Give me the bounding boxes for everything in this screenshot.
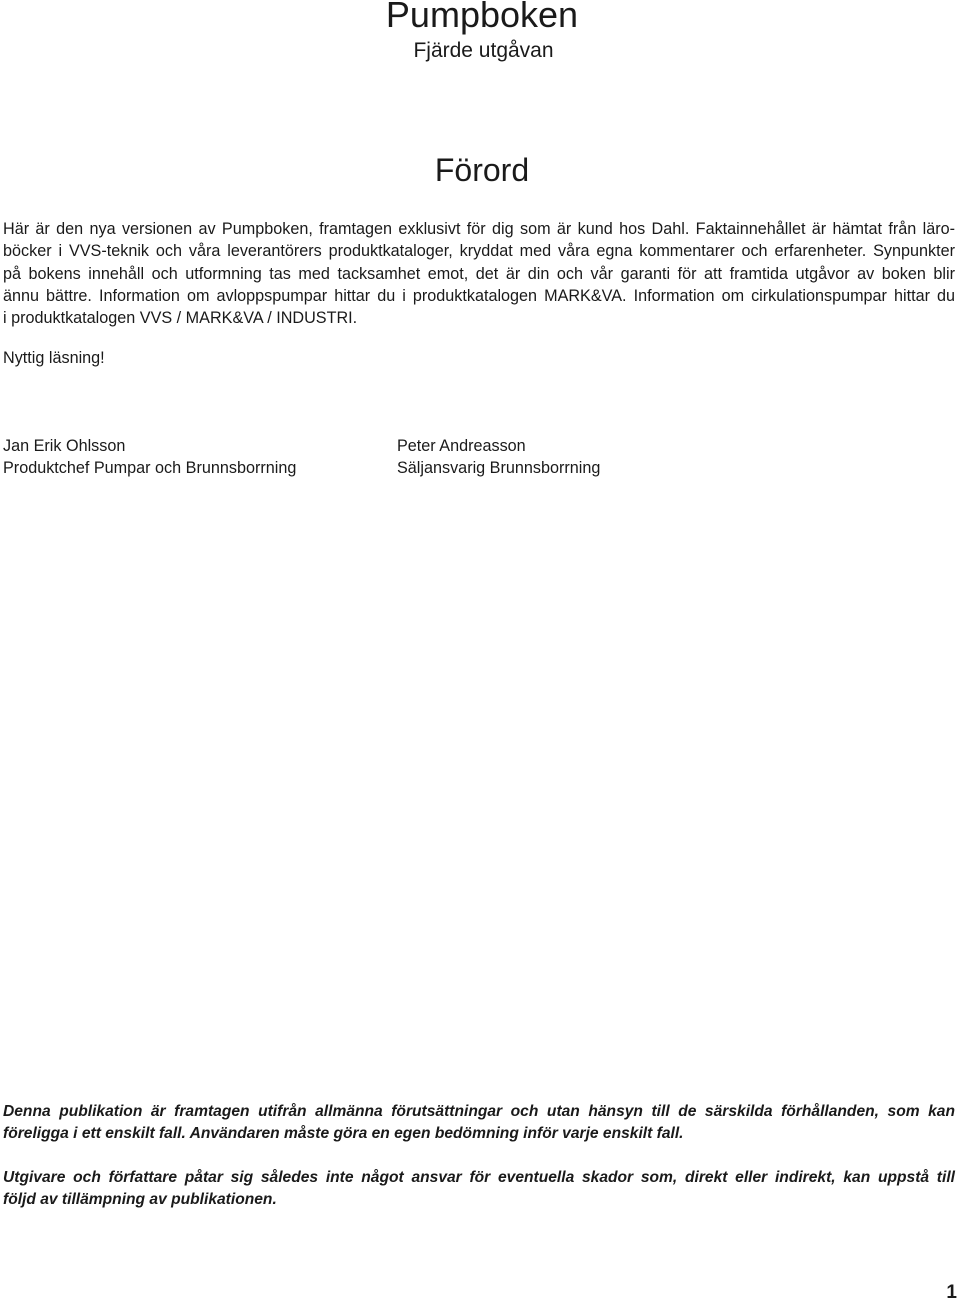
intro-line: på bokens innehåll och utformning tas med tacksamhet emot, det är din och vår garanti för att framtida utgåvor av boken blir — [3, 264, 955, 283]
disclaimer-line: Denna publikation är framtagen utifrån allmänna förutsättningar och utan hänsyn till de särskilda förhållanden, som kan — [3, 1103, 955, 1120]
signature-block — [397, 435, 600, 480]
disclaimer-paragraph — [3, 1167, 955, 1212]
disclaimer-line: föreligga i ett enskilt fall. Användaren måste göra en egen bedömning inför varje enskilt fall. — [3, 1125, 684, 1143]
intro-line: ännu bättre. Information om avloppspumpar hittar du i produktkatalogen MARK&VA. Information om cirkulationspumpar hittar du — [3, 286, 955, 305]
intro-paragraph — [3, 218, 955, 329]
disclaimer-line: Utgivare och författare påtar sig således inte något ansvar för eventuella skador som, direkt eller indirekt, kan uppstå till — [3, 1169, 955, 1186]
intro-line: Här är den nya versionen av Pumpboken, framtagen exklusivt för dig som är kund hos Dahl. Faktainnehållet är hämtat från läro- — [3, 220, 955, 238]
signature-name: Peter Andreasson — [397, 437, 526, 455]
disclaimer-paragraph — [3, 1101, 955, 1146]
section-heading: Förord — [434, 152, 530, 188]
page-number: 1 — [946, 1282, 957, 1303]
signature-role: Säljansvarig Brunnsborrning — [397, 459, 601, 478]
document-title: Pumpboken — [385, 0, 579, 35]
intro-line: böcker i VVS-teknik och våra leverantörers produktkataloger, kryddat med våra egna kommentarer och erfarenheter. Synpunkter — [3, 242, 955, 261]
disclaimer-line: följd av tillämpning av publikationen. — [3, 1191, 277, 1209]
document-subtitle: Fjärde utgåvan — [413, 39, 554, 62]
intro-line: i produktkatalogen VVS / MARK&VA / INDUSTRI. — [3, 309, 358, 328]
signature-block — [3, 435, 296, 480]
signature-role: Produktchef Pumpar och Brunnsborrning — [3, 459, 297, 478]
closing-line: Nyttig läsning! — [3, 349, 105, 367]
signature-name: Jan Erik Ohlsson — [3, 437, 126, 455]
